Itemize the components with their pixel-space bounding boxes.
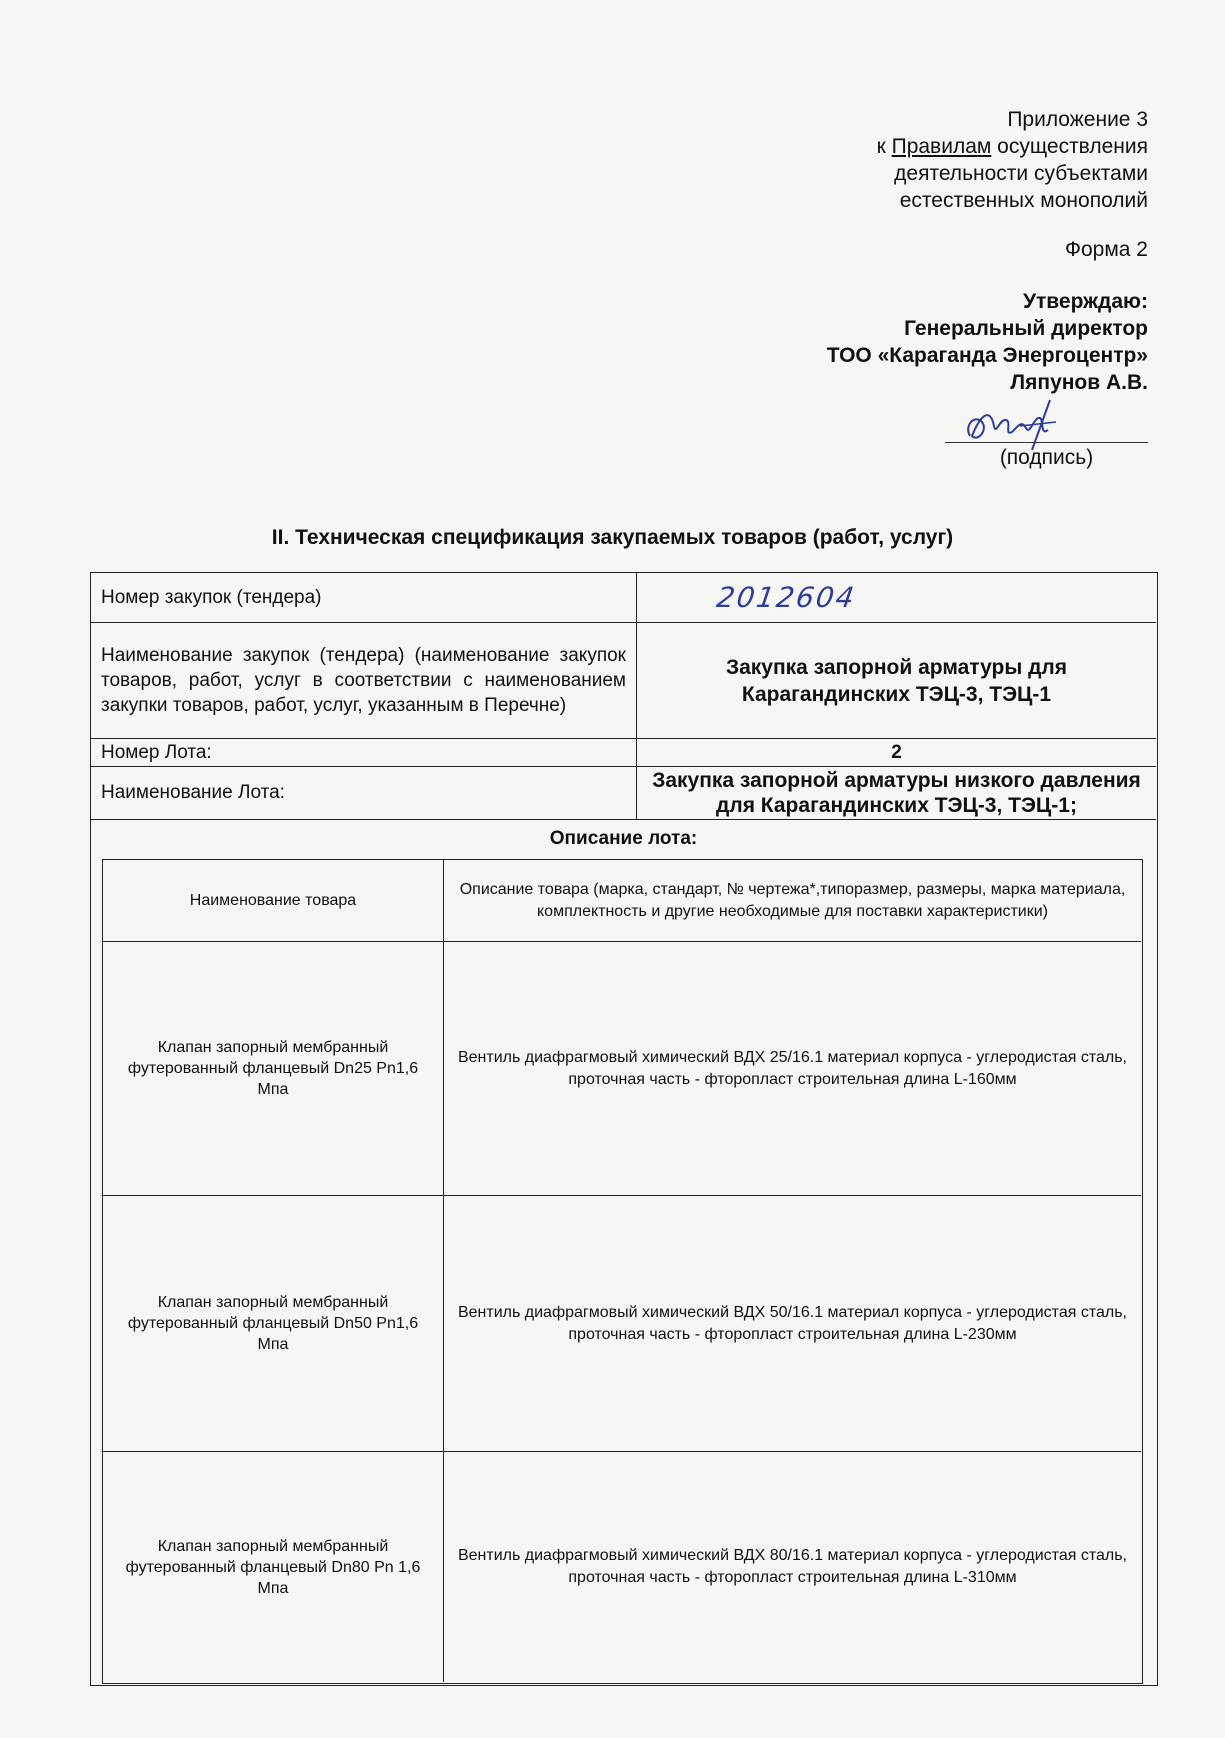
table-row [103, 942, 1141, 1196]
column-header-product-description: Описание товара (марка, стандарт, № чертежа*,типоразмер, размеры, марка материала, комплектность и другие необходимые для поставки характеристики) [459, 880, 1126, 920]
appendix-line-3: деятельности субъектами [894, 162, 1148, 185]
lot-name-row [91, 767, 1156, 820]
tender-name-label: Наименование закупок (тендера) (наименование закупок товаров, работ, услуг в соответствии с наименованием закупки товаров, работ, услуг, указанным в Перечне) [91, 623, 637, 738]
approval-name: Ляпунов А.В. [1010, 371, 1148, 394]
signature-caption: (подпись) [999, 446, 1094, 469]
appendix-line-1: Приложение 3 [1007, 108, 1148, 131]
item-description: Вентиль диафрагмовый химический ВДХ 25/16.1 материал корпуса - углеродистая сталь, проточная часть - фторопласт строительная длина L-160мм [457, 1048, 1127, 1088]
item-name: Клапан запорный мембранный футерованный фланцевый Dn80 Pn 1,6 Мпа [103, 1452, 444, 1682]
tender-number-value [637, 573, 1156, 622]
approval-company: ТОО «Караганда Энергоцентр» [826, 344, 1148, 367]
lot-number-row [91, 739, 1156, 767]
signature-line [945, 442, 1148, 443]
section-title: II. Техническая спецификация закупаемых товаров (работ, услуг) [271, 526, 954, 549]
approval-position: Генеральный директор [904, 317, 1148, 340]
lot-number-value: 2 [891, 741, 902, 763]
tender-number-handwritten: 2012604 [714, 581, 859, 614]
table-row [103, 1452, 1141, 1682]
approval-title: Утверждаю: [1022, 290, 1148, 313]
lot-description-heading: Описание лота: [549, 828, 698, 849]
item-name: Клапан запорный мембранный футерованный фланцевый Dn50 Pn1,6 Мпа [103, 1196, 444, 1451]
form-label: Форма 2 [1065, 238, 1148, 261]
items-table [102, 859, 1143, 1684]
tender-number-label: Номер закупок (тендера) [91, 573, 637, 622]
item-description: Вентиль диафрагмовый химический ВДХ 80/16.1 материал корпуса - углеродистая сталь, проточная часть - фторопласт строительная длина L-310мм [457, 1547, 1127, 1586]
appendix-line-4: естественных монополий [899, 189, 1148, 212]
lot-name-value: Закупка запорной арматуры низкого давления для Карагандинских ТЭЦ-3, ТЭЦ-1; [652, 769, 1141, 817]
rules-link[interactable]: Правилам [891, 135, 992, 158]
tender-name-value: Закупка запорной арматуры для Карагандинских ТЭЦ-3, ТЭЦ-1 [725, 655, 1068, 706]
item-description: Вентиль диафрагмовый химический ВДХ 50/16.1 материал корпуса - углеродистая сталь, проточная часть - фторопласт строительная длина L-230мм [457, 1303, 1127, 1343]
tender-number-row [91, 573, 1156, 623]
table-row [103, 1196, 1141, 1452]
lot-name-label: Наименование Лота: [91, 767, 637, 819]
appendix-header [877, 106, 1148, 214]
item-name: Клапан запорный мембранный футерованный фланцевый Dn25 Pn1,6 Мпа [103, 942, 444, 1195]
appendix-line-2: к Правилам осуществления [876, 135, 1148, 158]
spec-table [90, 572, 1158, 1686]
approval-block [827, 288, 1148, 396]
tender-name-row [91, 623, 1156, 739]
column-header-product-name: Наименование товара [103, 860, 444, 941]
lot-number-label: Номер Лота: [91, 739, 637, 766]
items-header-row [103, 860, 1141, 942]
